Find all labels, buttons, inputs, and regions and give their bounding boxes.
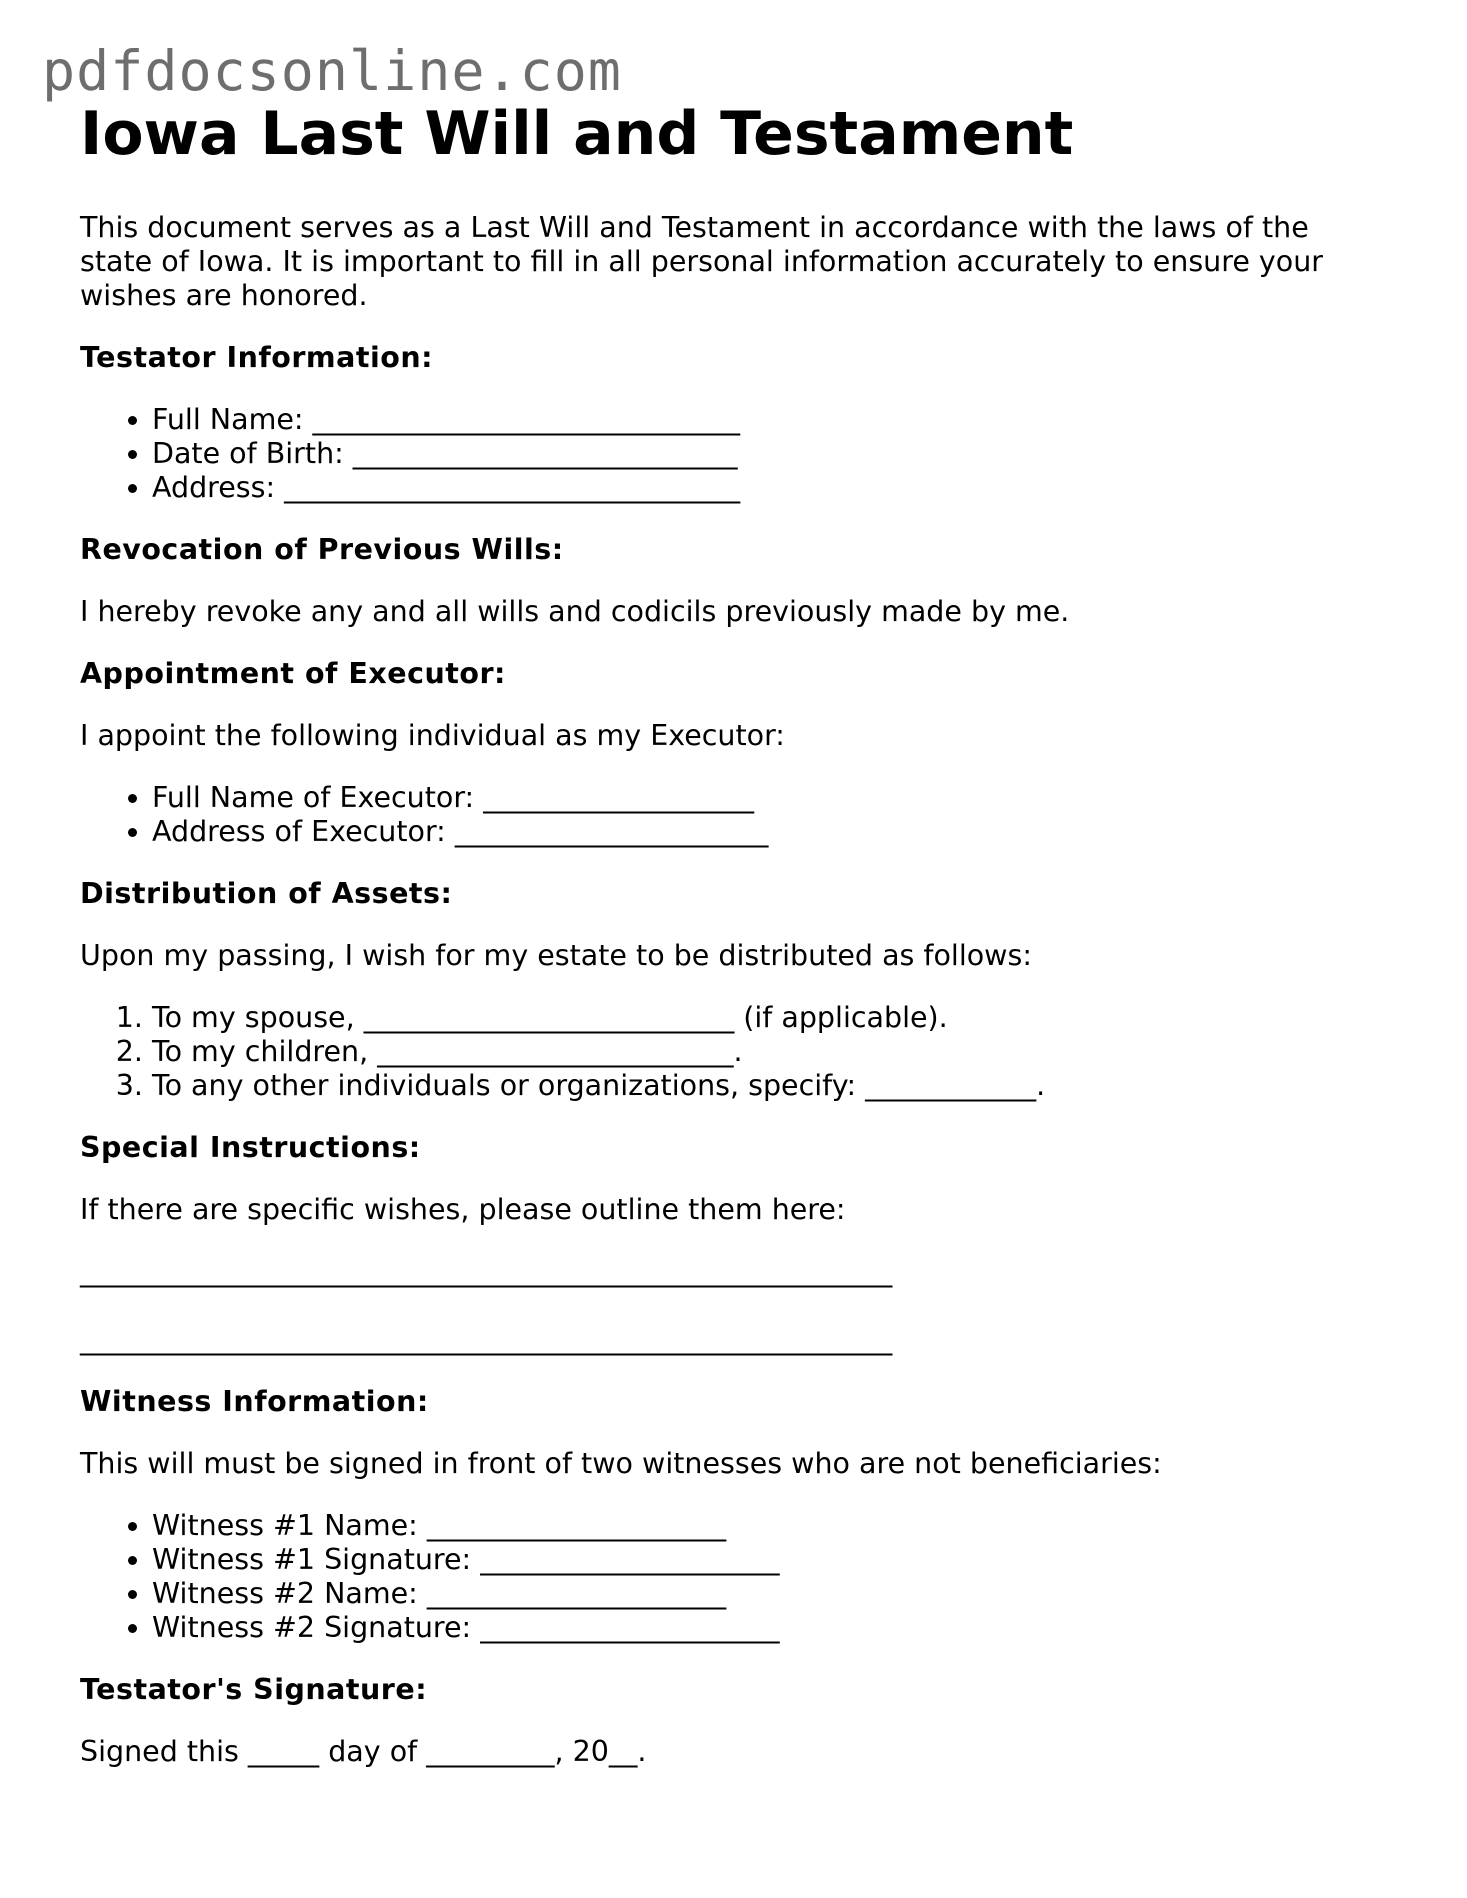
testator-list	[80, 403, 1400, 505]
intro-paragraph: This document serves as a Last Will and Testament in accordance with the laws of the state of Iowa. It is important to fill in all personal information accurately to ensure your wishes are honored.	[80, 211, 1323, 312]
executor-text: I appoint the following individual as my Executor:	[80, 719, 785, 752]
distribution-children-field[interactable]: 2. To my children, _________________________.	[152, 1035, 1400, 1069]
document-title: Iowa Last Will and Testament	[80, 99, 1074, 169]
executor-address-field[interactable]: • Address of Executor: ______________________	[152, 815, 1400, 849]
witness-2-signature-field[interactable]: • Witness #2 Signature: _____________________	[152, 1611, 1400, 1645]
executor-list	[80, 781, 1400, 849]
witness-2-name-field[interactable]: • Witness #2 Name: _____________________	[152, 1577, 1400, 1611]
witness-text: This will must be signed in front of two witnesses who are not beneficiaries:	[80, 1447, 1162, 1480]
distribution-list	[80, 1001, 1400, 1103]
distribution-heading: Distribution of Assets:	[80, 877, 453, 910]
witness-list	[80, 1509, 1400, 1645]
witness-1-name-field[interactable]: • Witness #1 Name: _____________________	[152, 1509, 1400, 1543]
signature-date-field[interactable]: Signed this _____ day of _________, 20__.	[80, 1735, 647, 1768]
testator-dob-field[interactable]: • Date of Birth: ___________________________	[152, 437, 1400, 471]
special-heading: Special Instructions:	[80, 1131, 421, 1164]
revocation-heading: Revocation of Previous Wills:	[80, 533, 564, 566]
testator-address-field[interactable]: • Address: ________________________________	[152, 471, 1400, 505]
signature-heading: Testator's Signature:	[80, 1673, 428, 1706]
distribution-spouse-field[interactable]: 1. To my spouse, __________________________ (if applicable).	[152, 1001, 1400, 1035]
executor-name-field[interactable]: • Full Name of Executor: ___________________	[152, 781, 1400, 815]
watermark-logo: pdfdocsonline.com	[42, 39, 622, 103]
distribution-text: Upon my passing, I wish for my estate to be distributed as follows:	[80, 939, 1032, 972]
revocation-text: I hereby revoke any and all wills and codicils previously made by me.	[80, 595, 1070, 628]
special-instructions-line-2[interactable]: _________________________________________________________	[80, 1323, 893, 1356]
special-instructions-line-1[interactable]: _________________________________________________________	[80, 1255, 893, 1288]
special-text: If there are specific wishes, please outline them here:	[80, 1193, 846, 1226]
testator-heading: Testator Information:	[80, 341, 434, 374]
document-page	[80, 100, 1400, 1769]
witness-1-signature-field[interactable]: • Witness #1 Signature: _____________________	[152, 1543, 1400, 1577]
witness-heading: Witness Information:	[80, 1385, 429, 1418]
distribution-other-field[interactable]: 3. To any other individuals or organizations, specify: ____________.	[152, 1069, 1400, 1103]
executor-heading: Appointment of Executor:	[80, 657, 506, 690]
testator-full-name-field[interactable]: • Full Name: ______________________________	[152, 403, 1400, 437]
